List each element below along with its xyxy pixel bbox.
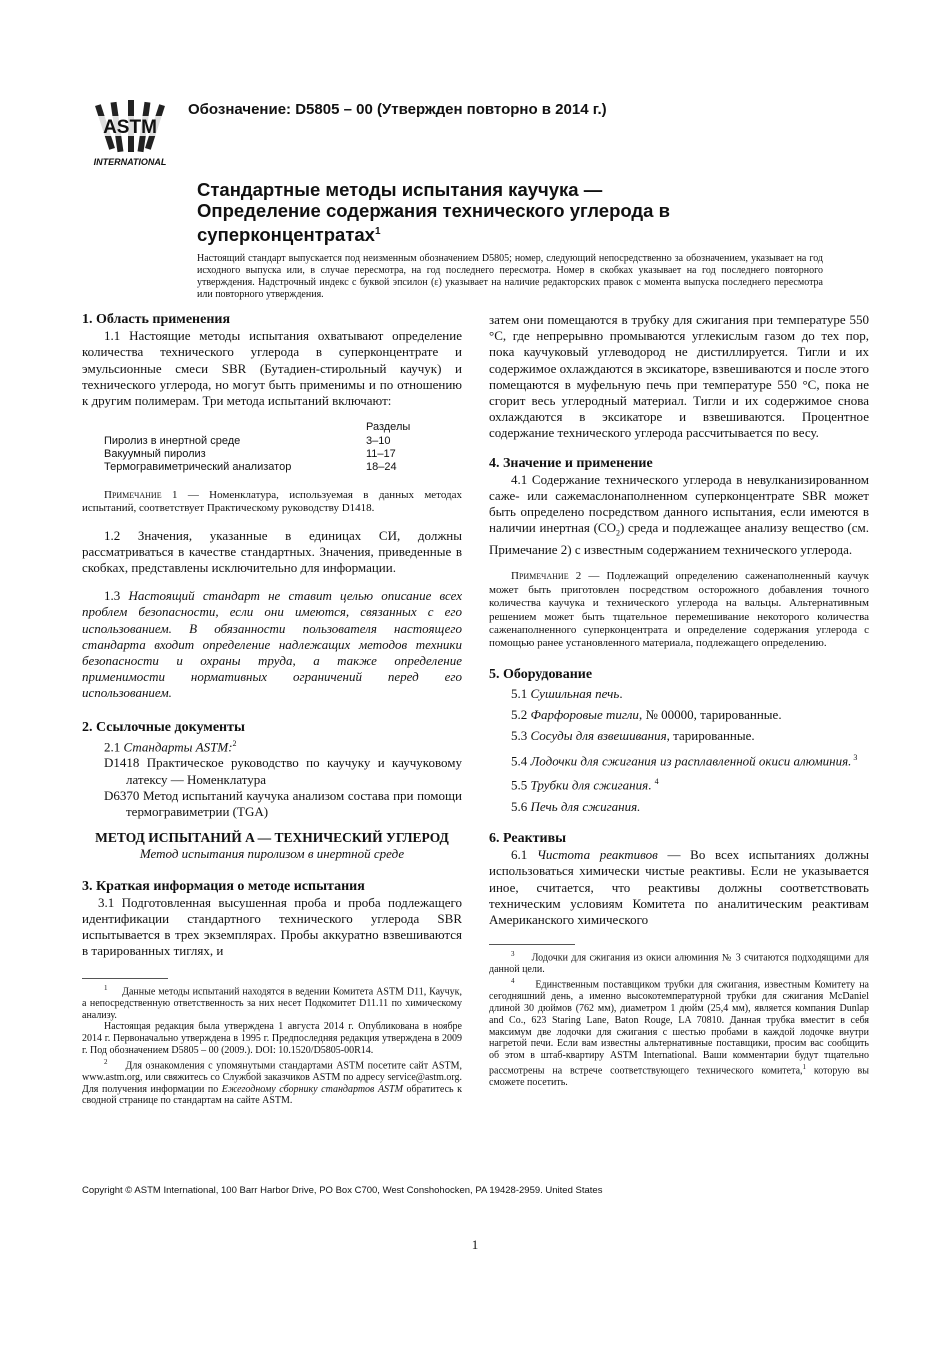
note-2: Примечание 2 — Подлежащий определению саженаполненный каучук может быть приготовлен посредством осторожного добавления точного количества каучука и технического углерода на вальцы. Альтернативным решением может быть тщательное перемешивание некоторого количества саженаполненного суперконцентрата и определение содержания углерода с помощью ранее установленного материала, подлежащего определению. <box>489 570 870 650</box>
methods-table <box>104 421 410 475</box>
svg-text:INTERNATIONAL: INTERNATIONAL <box>93 157 167 167</box>
astm-logo <box>88 100 170 168</box>
left-column <box>82 312 462 1107</box>
equipment-5-6: 5.6 Печь для сжигания. <box>511 798 641 814</box>
method-a-subtitle: Метод испытания пиролизом в инертной среде <box>139 846 405 862</box>
section-3-heading: 3. Краткая информация о методе испытания <box>82 878 365 894</box>
footnote-4: $^4$ Единственным поставщиком трубки для сжигания, известным Комитету на сегодняшний день, а именно высокотемпературной трубки для сжигания McDaniel длиной 30 дюймов (762 мм), диаметром 1 дюйм (25,4 мм), является компания Dunlap and Co., 623 Staring Lane, Baton Rouge, LA 70810. Данная трубка вместит в себя максимум две лодочки для сжигания с шестью пробами в каждой лодочке внутри нагретой печи. Если вам известны альтернативные поставщики, просим вас сообщить об этом в штаб-квартиру ASTM International. Ваши комментарии будут тщательно рассмотрены на встрече соответствующего технического комитета,$^1$ которую вы сможете посетить. <box>489 977 869 1089</box>
title-line-2: Определение содержания технического углерода в <box>197 200 670 221</box>
table-header: Разделы <box>366 421 411 434</box>
method-a-heading: МЕТОД ИСПЫТАНИЙ A — ТЕХНИЧЕСКИЙ УГЛЕРОД <box>95 830 449 846</box>
page-number: 1 <box>471 1237 479 1252</box>
section-2-1: 2.1 Стандарты ASTM:$^2$ <box>104 738 237 755</box>
table-row: Вакуумный пиролиз 11–17 <box>104 448 396 461</box>
section-1-3: 1.3 Настоящий стандарт не ставит целью описание всех проблем безопасности, если они имеются, связанных с его использованием. В обязанности пользователя настоящего стандарта входит определение надлежащих методов техники безопасности и охраны труда, а также определение применимости нормативных ограничений перед его использованием. <box>82 588 462 701</box>
right-column <box>489 312 869 1089</box>
equipment-5-2: 5.2 Фарфоровые тигли, № 00000, тарированные. <box>511 707 782 723</box>
document-title <box>197 179 837 245</box>
footnote-2: $^2$ Для ознакомления с упомянутыми стандартами ASTM посетите сайт ASTM, www.astm.org, или свяжитесь со Службой заказчиков ASTM по адресу service@astm.org. Для получения информации по Ежегодному сборнику стандартов ASTM обратитесь к сводной странице по стандартам на сайте ASTM. <box>82 1057 463 1107</box>
title-line-1: Стандартные методы испытания каучука — <box>197 179 603 200</box>
table-row: Термогравиметрический анализатор 18–24 <box>104 461 397 474</box>
section-2-heading: 2. Ссылочные документы <box>82 719 245 735</box>
reference-d1418: D1418 Практическое руководство по каучуку и каучуковому латексу — Номенклатура <box>104 755 462 787</box>
intro-paragraph: Настоящий стандарт выпускается под неизменным обозначением D5805; номер, следующий непосредственно за обозначением, указывает на год исходного выпуска или, в случае пересмотра, на год последнего пересмотра. Номер в скобках указывает на год последнего повторного утверждения. Надстрочный индекс с буквой эпсилон (ε) указывает на наличие редакторских правок с момента выпуска последнего пересмотра или повторного утверждения. <box>197 253 823 300</box>
designation: Обозначение: D5805 – 00 (Утвержден повторно в 2014 г.) <box>188 101 607 118</box>
section-3-1-continued: затем они помещаются в трубку для сжигания при температуре 550 °C, где непрерывно промываются углекислым газом до тех пор, пока каучуковый углеводород не дистиллируется. Тигли и их содержимое охлаждаются в эксикаторе, взвешиваются и после этого помещаются в муфельную печь при температуре 550 °C, пока не сгорит весь углеродный материал. Тигли и их содержимое снова охлаждаются в эксикаторе и взвешиваются. Процентное содержание технического углерода рассчитывается по весу. <box>489 312 869 441</box>
section-6-heading: 6. Реактивы <box>489 830 567 846</box>
title-line-3: суперконцентратах <box>197 224 375 246</box>
footnote-3: $^3$ Лодочки для сжигания из окиси алюминия № 3 считаются подходящими для данной цели. <box>489 950 869 976</box>
footnote-1: $^1$ Данные методы испытаний находятся в ведении Комитета ASTM D11, Каучук, а непосредственную ответственность за них несет Подкомитет D11.11 по химическому анализу. <box>82 983 463 1021</box>
section-5-heading: 5. Оборудование <box>489 666 593 682</box>
title-footnote-mark: 1 <box>374 226 381 237</box>
svg-text:ASTM: ASTM <box>103 117 157 138</box>
section-4-1: 4.1 Содержание технического углерода в невулканизированном саже- или сажемаслонаполненном суперконцентрате SBR может быть определено посредством данного испытания, если имеются в наличии инертная $(CO_2)$ среда и подлежащее анализу вещество (см. Примечание 2) с известным содержанием технического углерода. <box>489 471 869 558</box>
equipment-5-5: 5.5 Трубки для сжигания. $^4$ <box>511 777 659 793</box>
section-4-heading: 4. Значение и применение <box>489 455 653 471</box>
equipment-5-4: 5.4 Лодочки для сжигания из расплавленной окиси алюминия. $^3$ <box>511 752 858 769</box>
footnote-rule <box>82 978 168 979</box>
table-row: Пиролиз в инертной среде 3–10 <box>104 434 391 447</box>
section-1-2: 1.2 Значения, указанные в единицах СИ, должны рассматриваться в качестве стандартных. Значения, приведенные в скобках, представлены исключительно для информации. <box>82 527 462 576</box>
footnote-rule <box>489 944 575 945</box>
reference-d6370: D6370 Метод испытаний каучука анализом состава при помощи термогравиметрии (TGA) <box>104 787 462 820</box>
equipment-5-3: 5.3 Сосуды для взвешивания, тарированные. <box>511 728 755 744</box>
equipment-5-1: 5.1 Сушильная печь. <box>511 686 623 702</box>
section-1-1: 1.1 Настоящие методы испытания охватывают определение количества технического углерода в суперконцентрате и эмульсионные смеси SBR (Бутадиен-стирольный каучук) и технического углерода, но могут быть применимы и по отношению к другим полимерам. Три метода испытаний включают: <box>82 328 462 409</box>
copyright-line: Copyright © ASTM International, 100 Barr Harbor Drive, PO Box C700, West Conshohocken, PA 19428-2959. United States <box>82 1185 603 1196</box>
section-6-1: 6.1 Чистота реактивов — Во всех испытаниях должны использоваться химически чистые реактивы. Если не указывается иное, считается, что реактивы должны соответствовать техническим условиям Комитета по аналитическим реактивам Американского химического <box>489 847 869 927</box>
note-1: Примечание 1 — Номенклатура, используемая в данных методах испытаний, соответствует Практическому руководству D1418. <box>82 488 462 515</box>
section-1-heading: 1. Область применения <box>82 312 231 327</box>
section-3-1: 3.1 Подготовленная высушенная проба и проба подлежащего идентификации стандартного технического углерода SBR испытывается в трех экземплярах. Пробы аккуратно взвешиваются в тарированных тиглях, и <box>82 894 462 959</box>
footnote-1-revision: Настоящая редакция была утверждена 1 августа 2014 г. Опубликована в ноябре 2014 г. Первоначально утверждена в 1995 г. Предпоследняя редакция утверждена в 2009 г. Под обозначением D5805 – 00 (2009.). DOI: 10.1520/D5805-00R14. <box>82 1021 462 1056</box>
